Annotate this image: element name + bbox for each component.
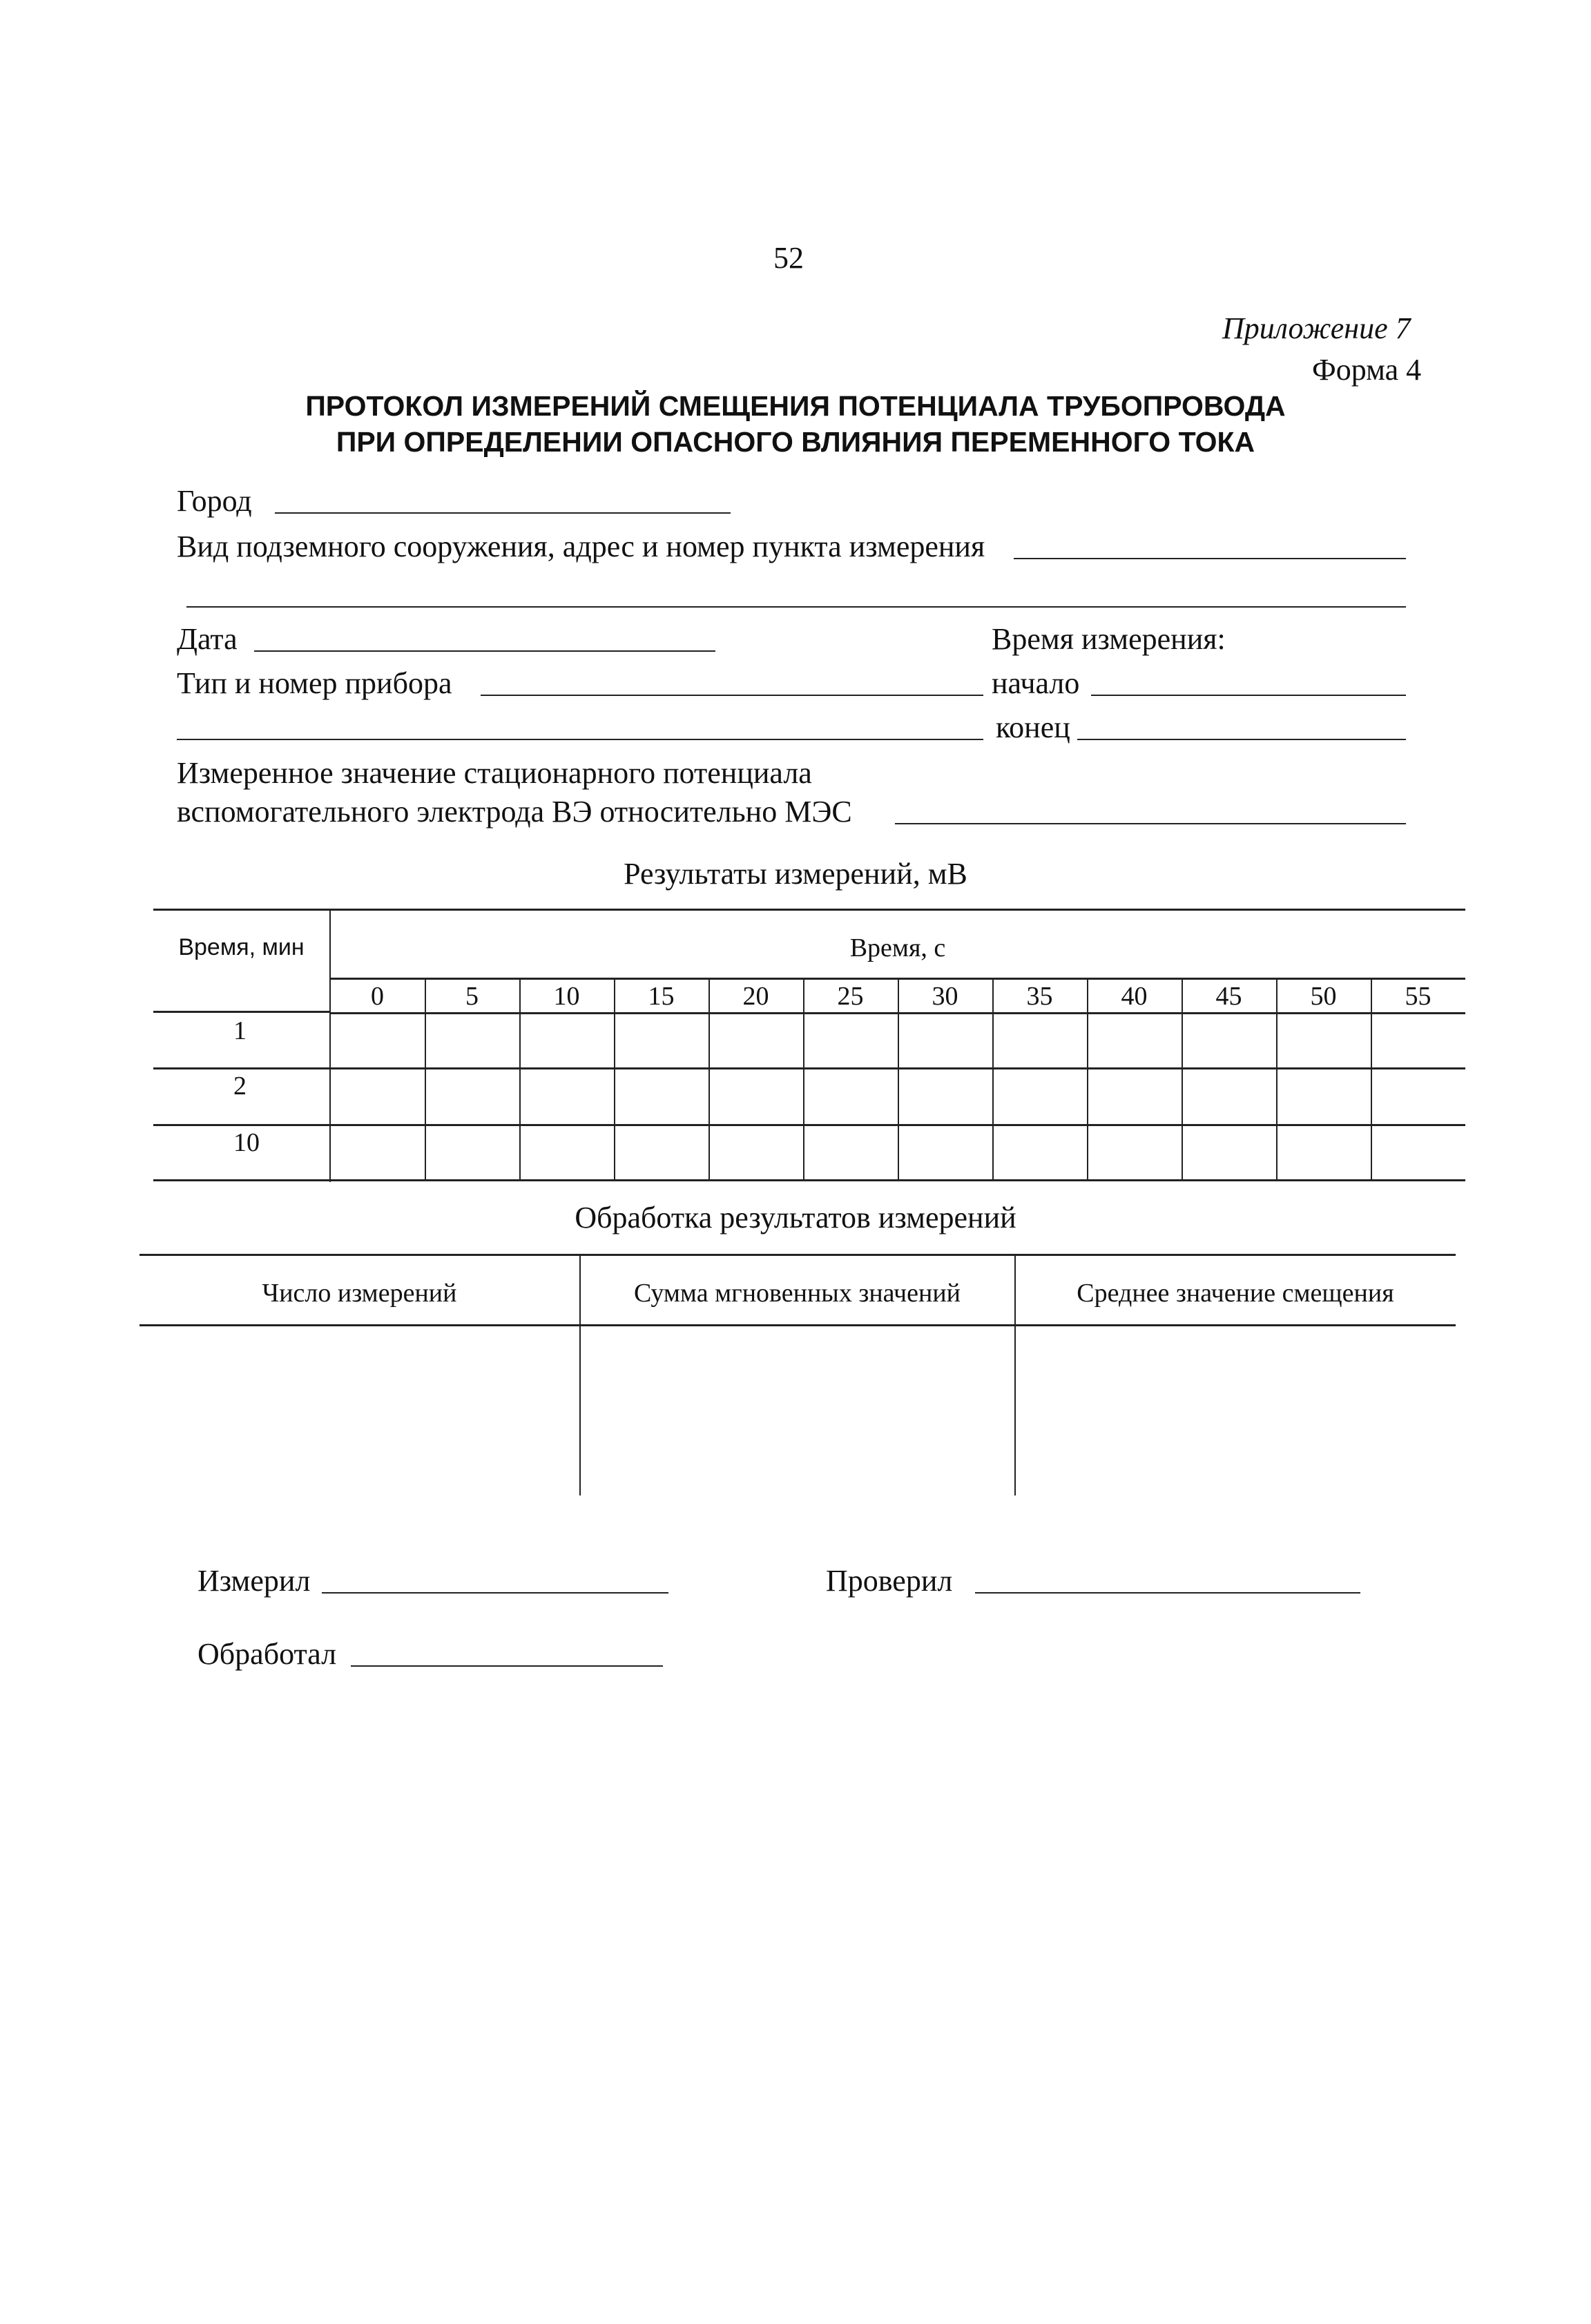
structure-label: Вид подземного сооружения, адрес и номер пункта измерения (177, 530, 985, 563)
seconds-header-cell: 35 (1026, 982, 1053, 1011)
city-field[interactable] (275, 512, 731, 514)
seconds-header-cell: 25 (837, 982, 864, 1011)
row-2-bottom (153, 1124, 1465, 1126)
device-field[interactable] (481, 695, 983, 696)
date-field[interactable] (254, 650, 715, 652)
date-label: Дата (177, 622, 238, 656)
structure-field[interactable] (1014, 558, 1406, 559)
seconds-header-cell: 5 (465, 982, 479, 1011)
processing-header-bottom (139, 1324, 1456, 1326)
processing-col-sum: Сумма мгновенных значений (633, 1279, 961, 1308)
minute-row-label: 2 (233, 1072, 247, 1101)
row-1-bottom (153, 1067, 1465, 1069)
start-label: начало (992, 666, 1080, 700)
results-table-top (153, 909, 1465, 911)
seconds-header-cell: 40 (1121, 982, 1148, 1011)
seconds-header-cell: 15 (648, 982, 675, 1011)
end-label: конец (996, 710, 1070, 744)
title-line-1: ПРОТОКОЛ ИЗМЕРЕНИЙ СМЕЩЕНИЯ ПОТЕНЦИАЛА ТРУБОПРОВОДА (305, 390, 1286, 422)
title-line-2: ПРИ ОПРЕДЕЛЕНИИ ОПАСНОГО ВЛИЯНИЯ ПЕРЕМЕННОГО ТОКА (336, 426, 1255, 458)
processed-label: Обработал (197, 1637, 337, 1671)
start-field[interactable] (1091, 695, 1406, 696)
appendix-label: Приложение 7 (1222, 311, 1411, 345)
measured-label: Измерил (197, 1564, 311, 1598)
city-label: Город (177, 484, 252, 518)
measure-time-label: Время измерения: (992, 622, 1226, 656)
device-label: Тип и номер прибора (177, 666, 452, 700)
minute-row-label: 1 (233, 1016, 247, 1045)
potential-label-line-2: вспомогательного электрода ВЭ относительно МЭС (177, 795, 852, 829)
results-col-header: Время, с (849, 933, 946, 962)
seconds-header-cell: 45 (1215, 982, 1242, 1011)
page-number: 52 (773, 241, 804, 275)
structure-field-cont[interactable] (186, 606, 1406, 608)
seconds-header-cell: 10 (553, 982, 580, 1011)
processed-field[interactable] (351, 1665, 663, 1667)
results-table-bottom (153, 1179, 1465, 1181)
results-title: Результаты измерений, мВ (624, 857, 967, 891)
potential-field[interactable] (895, 823, 1406, 824)
potential-label-line-1: Измеренное значение стационарного потенциала (177, 756, 812, 790)
end-field[interactable] (1077, 739, 1406, 740)
checked-field[interactable] (975, 1592, 1360, 1594)
row-header-bottom (153, 1011, 329, 1013)
measured-field[interactable] (322, 1592, 668, 1594)
minute-row-label: 10 (233, 1128, 260, 1157)
seconds-header-cell: 55 (1405, 982, 1431, 1011)
results-row-header: Время, мин (178, 934, 305, 960)
processing-table-top (139, 1254, 1456, 1256)
processing-col-count: Число измерений (262, 1279, 457, 1308)
seconds-header-cell: 30 (932, 982, 958, 1011)
checked-label: Проверил (826, 1564, 953, 1598)
device-field-cont[interactable] (177, 739, 983, 740)
processing-title: Обработка результатов измерений (575, 1201, 1016, 1234)
seconds-header-cell: 0 (371, 982, 384, 1011)
seconds-header-cell: 50 (1310, 982, 1337, 1011)
seconds-header-cell: 20 (742, 982, 769, 1011)
form-label: Форма 4 (1312, 353, 1422, 387)
processing-col-average: Среднее значение смещения (1077, 1279, 1394, 1308)
